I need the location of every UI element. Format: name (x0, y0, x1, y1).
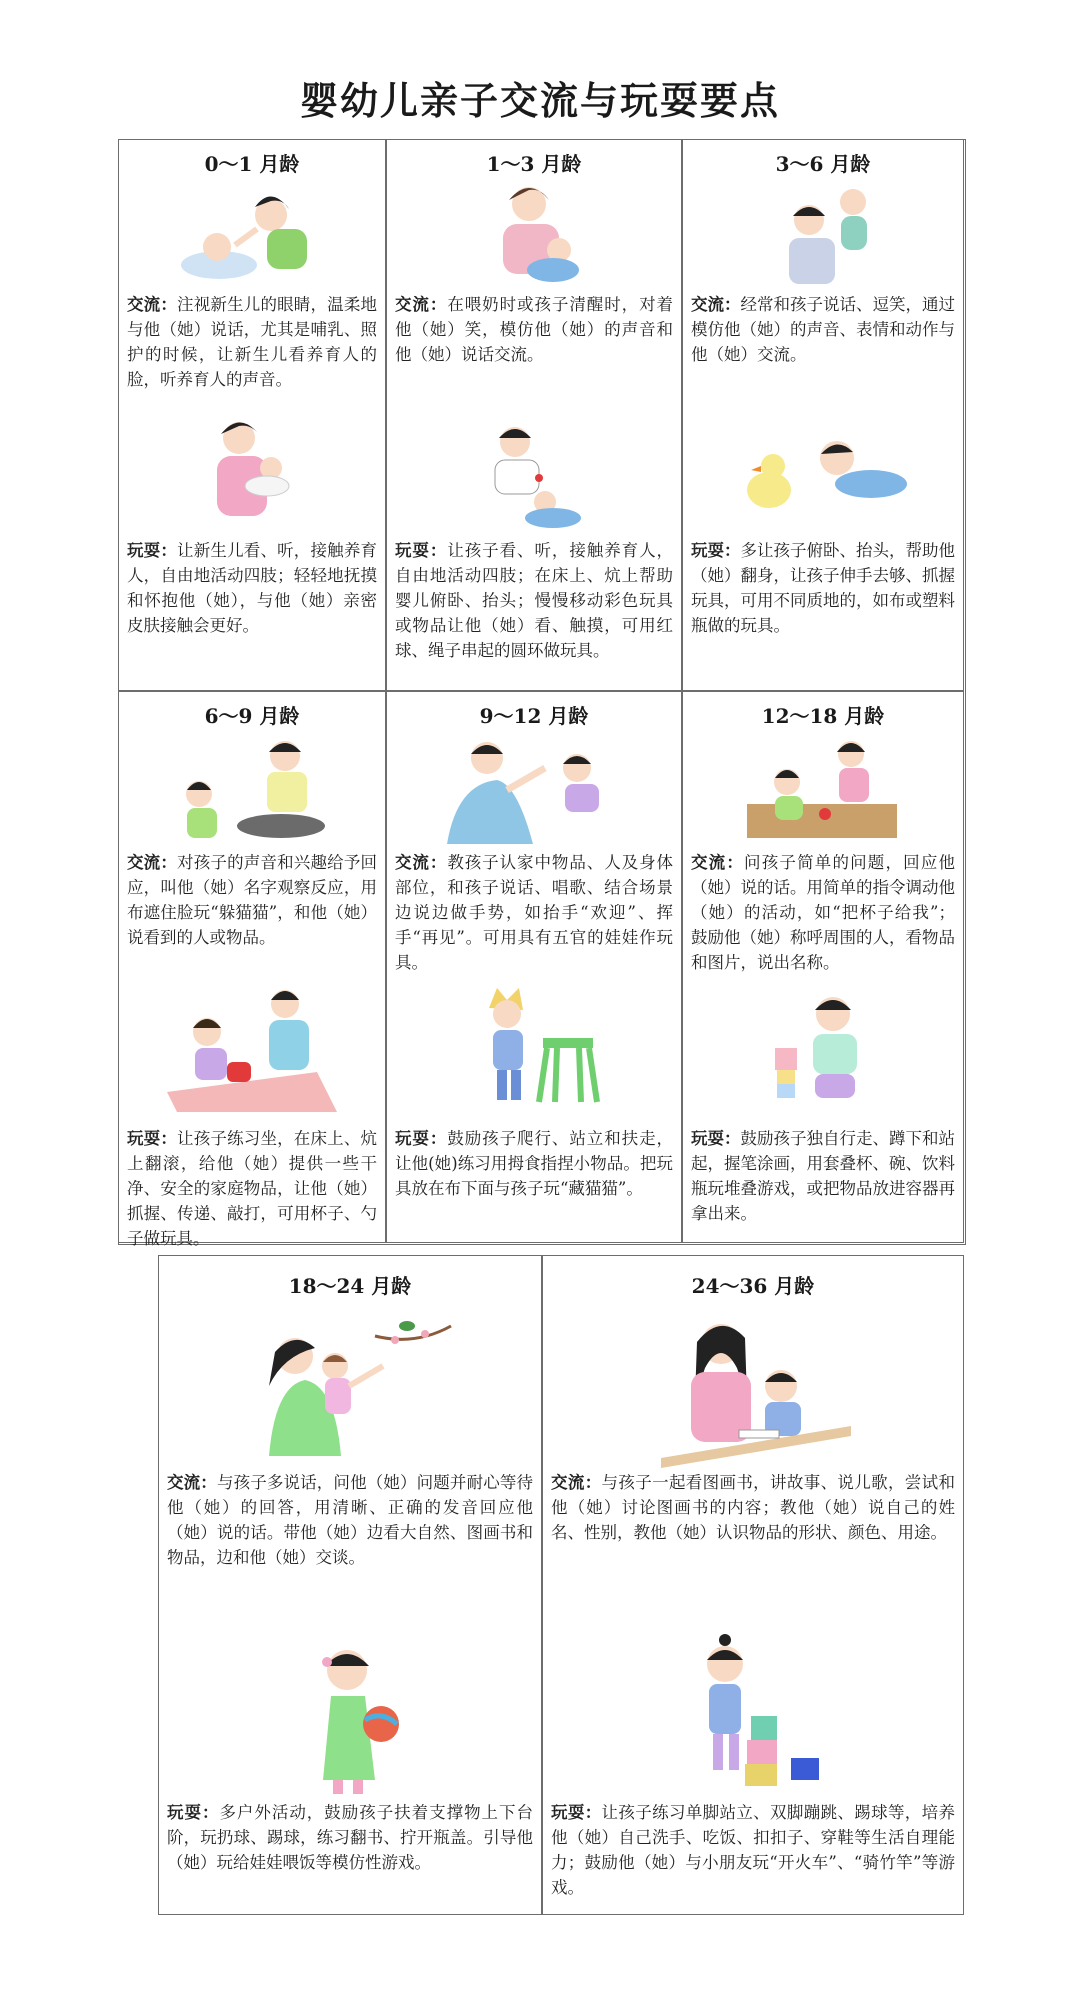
age-heading: 24～36 月龄 (691, 1274, 815, 1298)
comm-text: 交流：在喂奶时或孩子清醒时，对着他（她）笑，模仿他（她）的声音和他（她）说话交流。 (395, 295, 674, 364)
comm-text: 交流：经常和孩子说话、逗笑，通过模仿他（她）的声音、表情和动作与他（她）交流。 (691, 295, 955, 364)
comm-text: 交流：注视新生儿的眼睛，温柔地与他（她）说话，尤其是哺乳、照护的时候，让新生儿看养育人的脸，听养育人的声音。 (127, 295, 378, 389)
comm-text: 交流：与孩子多说话，问他（她）问题并耐心等待他（她）的回答，用清晰、正确的发音回应他（她）说的话。带他（她）边看大自然、图画书和物品，边和他（她）交谈。 (167, 1473, 534, 1567)
mother-holding-baby-illustration (201, 416, 301, 526)
mother-baby-sitting-illustration (167, 982, 337, 1112)
play-text: 玩耍：让新生儿看、听，接触养育人，自由地活动四肢；轻轻地抚摸和怀抱他（她），与他（她）亲密皮肤接触会更好。 (127, 541, 378, 635)
child-stacking-cups-illustration (769, 988, 879, 1108)
age-heading: 18～24 月龄 (288, 1274, 412, 1298)
cell-age-0-1 (118, 139, 386, 691)
cell-age-3-6 (682, 139, 964, 691)
comm-text: 交流：与孩子一起看图画书，讲故事、说儿歌，尝试和他（她）讨论图画书的内容；教他（她）说自己的姓名、性别，教他（她）认识物品的形状、颜色、用途。 (551, 1473, 956, 1542)
cell-age-1-3 (386, 139, 682, 691)
age-heading: 1～3 月龄 (486, 152, 582, 176)
play-text: 玩耍：让孩子看、听，接触养育人，自由地活动四肢；在床上、炕上帮助婴儿俯卧、抬头；慢慢移动彩色玩具或物品让他（她）看、触摸，可用红球、绳子串起的圆环做玩具。 (395, 541, 674, 660)
father-playing-baby-illustration (479, 422, 589, 532)
baby-crawling-duck-illustration (743, 426, 913, 516)
play-text: 玩耍：多让孩子俯卧、抬头，帮助他（她）翻身，让孩子伸手去够、抓握玩具，可用不同质地的，如布或塑料瓶做的玩具。 (691, 541, 955, 635)
play-text: 玩耍：让孩子练习坐，在床上、炕上翻滚，给他（她）提供一些干净、安全的家庭物品，让他（她）抓握、传递、敲打，可用杯子、勺子做玩具。 (127, 1129, 378, 1248)
play-text: 玩耍：鼓励孩子爬行、站立和扶走，让他(她)练习用拇食指捏小物品。把玩具放在布下面与孩子玩“藏猫猫”。 (395, 1129, 674, 1198)
mother-feeding-baby-illustration (483, 180, 593, 290)
age-heading: 0～1 月龄 (204, 152, 300, 176)
comm-text: 交流：问孩子简单的问题，回应他（她）说的话。用简单的指令调动他（她）的活动，如“把杯子给我”；鼓励他（她）称呼周围的人，看物品和图片，说出名称。 (691, 853, 956, 972)
father-peekaboo-illustration (165, 734, 335, 844)
play-text: 玩耍：多户外活动，鼓励孩子扶着支撑物上下台阶，玩扔球、踢球，练习翻书、拧开瓶盖。引导他（她）玩给娃娃喂饭等模仿性游戏。 (167, 1803, 534, 1872)
cell-age-12-18 (682, 691, 964, 1243)
baby-standing-stool-illustration (473, 982, 603, 1112)
father-high-five-illustration (437, 734, 627, 844)
mother-reading-book-illustration (661, 1308, 851, 1468)
girl-holding-ball-illustration (301, 1640, 411, 1800)
age-heading: 12～18 月龄 (761, 704, 885, 728)
cell-age-18-24 (158, 1255, 542, 1915)
mother-child-toys-illustration (747, 734, 897, 844)
father-lifting-baby-illustration (779, 180, 889, 290)
play-text: 玩耍：让孩子练习单脚站立、双脚蹦跳、踢球等，培养他（她）自己洗手、吃饭、扣扣子、穿鞋等生活自理能力；鼓励他（她）与小朋友玩“开火车”、“骑竹竿”等游戏。 (551, 1803, 956, 1897)
comm-text: 交流：对孩子的声音和兴趣给予回应，叫他（她）名字观察反应，用布遮住脸玩“躲猫猫”，和他（她）说看到的人或物品。 (127, 853, 378, 947)
mother-newborn-illustration (179, 185, 319, 285)
age-heading: 9～12 月龄 (479, 704, 589, 728)
page-title: 婴幼儿亲子交流与玩耍要点 (299, 78, 780, 123)
mother-pointing-bird-illustration (255, 1316, 455, 1456)
comm-text: 交流：教孩子认家中物品、人及身体部位，和孩子说话、唱歌、结合场景边说边做手势，如抬手“欢迎”、挥手“再见”。可用具有五官的娃娃作玩具。 (395, 853, 674, 972)
girl-building-blocks-illustration (695, 1634, 825, 1794)
age-heading: 3～6 月龄 (775, 152, 871, 176)
age-heading: 6～9 月龄 (204, 704, 300, 728)
cell-age-6-9 (118, 691, 386, 1248)
play-text: 玩耍：鼓励孩子独自行走、蹲下和站起，握笔涂画，用套叠杯、碗、饮料瓶玩堆叠游戏，或把物品放进容器再拿出来。 (691, 1129, 955, 1223)
cell-age-9-12 (386, 691, 682, 1243)
cell-age-24-36 (542, 1255, 964, 1915)
